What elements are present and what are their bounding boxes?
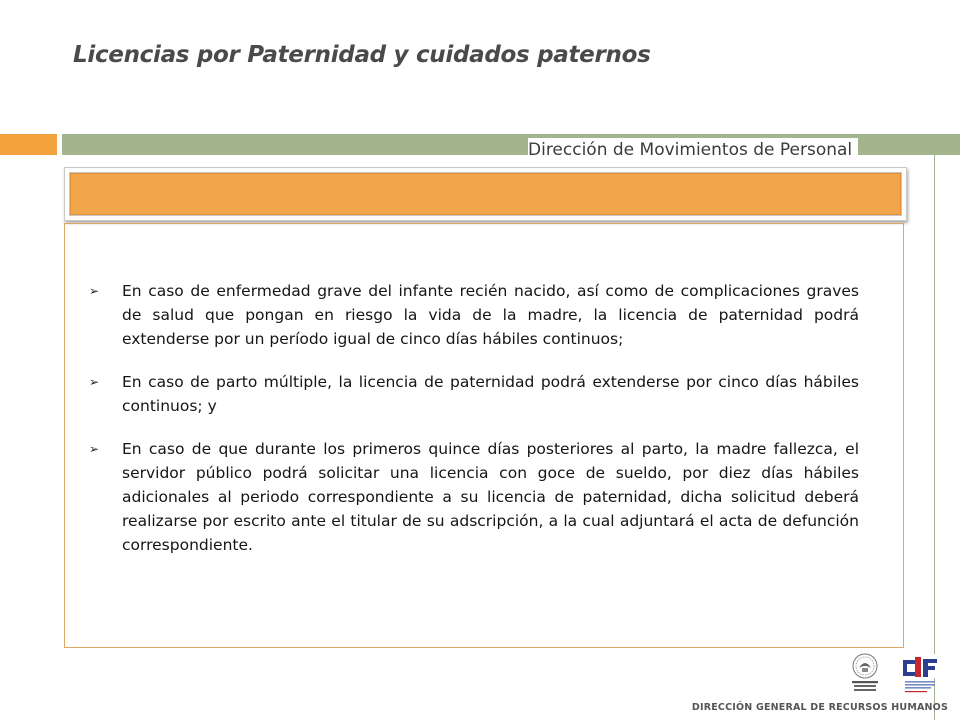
header-band-fill <box>69 172 902 216</box>
list-item <box>89 370 859 418</box>
bullet-text: En caso de que durante los primeros quince días posteriores al parto, la madre fallezca, el servidor público podrá solicitar una licencia con goce de sueldo, por diez días hábiles adicionales al periodo correspondiente a su licencia de paternidad, dicha solicitud deberá realizarse por escrito ante el titular de su adscripción, a la cual adjuntará el acta de defunción correspondiente. <box>122 440 859 554</box>
poder-judicial-seal-icon <box>852 654 878 691</box>
list-item <box>89 437 859 557</box>
footer-text: DIRECCIÓN GENERAL DE RECURSOS HUMANOS <box>691 702 948 713</box>
slide-title: Licencias por Paternidad y cuidados paternos <box>73 42 651 68</box>
accent-bar-orange <box>0 134 57 155</box>
arrowhead-bullet-icon: ➢ <box>89 442 100 456</box>
content-box <box>64 223 904 648</box>
header-band <box>64 167 907 221</box>
bullet-text: En caso de enfermedad grave del infante recién nacido, así como de complicaciones graves de salud que pongan en riesgo la vida de la madre, la licencia de paternidad podrá extenderse por un período igual de cinco días hábiles continuos; <box>122 282 859 348</box>
section-subtitle: Dirección de Movimientos de Personal <box>528 138 858 162</box>
institution-logos <box>845 650 945 700</box>
bullet-text: En caso de parto múltiple, la licencia de paternidad podrá extenderse por cinco días hábiles continuos; y <box>122 373 859 415</box>
arrowhead-bullet-icon: ➢ <box>89 375 100 389</box>
list-item <box>89 279 859 351</box>
vertical-rule <box>934 134 935 720</box>
arrowhead-bullet-icon: ➢ <box>89 284 100 298</box>
bullet-list <box>89 279 859 576</box>
cjf-logo-icon <box>899 654 939 692</box>
